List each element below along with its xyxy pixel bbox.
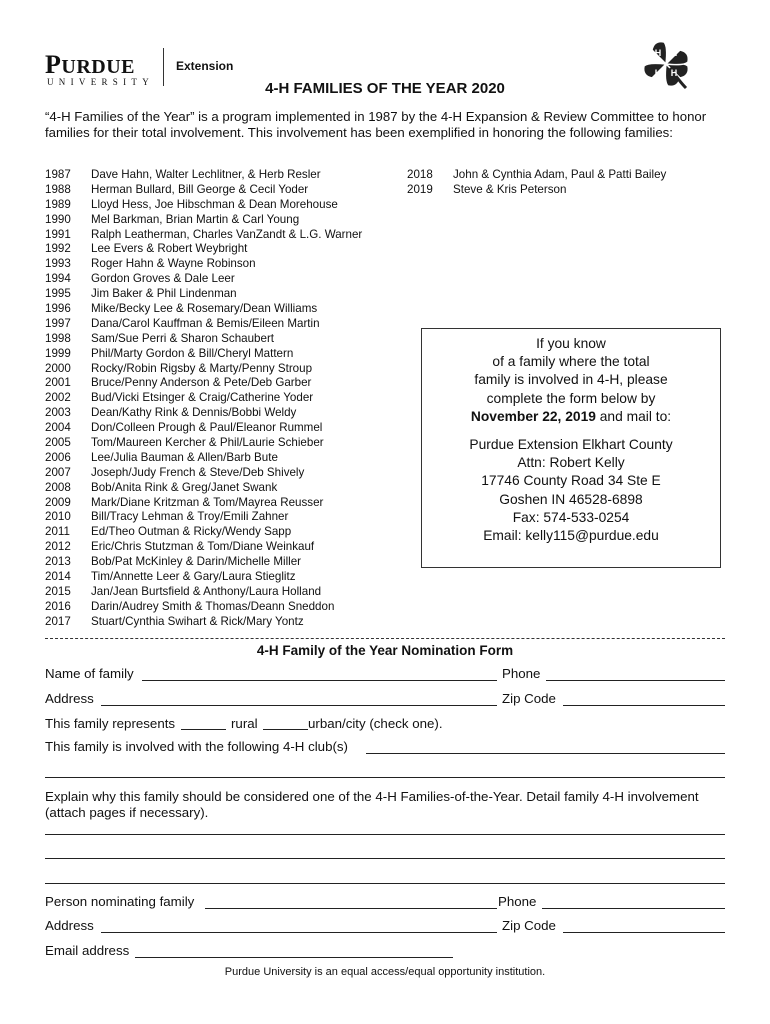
- info-line-3: family is involved in 4-H, please: [474, 372, 668, 388]
- address-field[interactable]: [101, 705, 497, 706]
- family-names: Mark/Diane Kritzman & Tom/Mayrea Reusser: [91, 495, 324, 509]
- year-label: 2010: [45, 510, 71, 524]
- page-title: 4-H FAMILIES OF THE YEAR 2020: [265, 80, 505, 97]
- family-names: Herman Bullard, Bill George & Cecil Yoder: [91, 182, 309, 196]
- address-label: Address: [45, 691, 94, 706]
- family-year-row: [45, 168, 362, 183]
- family-names: Mel Barkman, Brian Martin & Carl Young: [91, 212, 300, 226]
- family-year-row: [45, 302, 362, 317]
- year-label: 1998: [45, 331, 71, 345]
- year-label: 1990: [45, 212, 71, 226]
- year-label: 2014: [45, 570, 71, 584]
- year-label: 2017: [45, 614, 71, 628]
- family-names: Bruce/Penny Anderson & Pete/Deb Garber: [91, 376, 312, 390]
- family-year-row: [45, 540, 362, 555]
- year-label: 2019: [407, 182, 433, 196]
- family-names: Dana/Carol Kauffman & Bemis/Eileen Martin: [91, 316, 320, 330]
- address-line-2: Attn: Robert Kelly: [517, 455, 625, 471]
- family-year-row: [45, 600, 362, 615]
- logo-initial: P: [45, 50, 62, 79]
- family-names: Tom/Maureen Kercher & Phil/Laurie Schieber: [91, 436, 324, 450]
- year-label: 2009: [45, 495, 71, 509]
- explain-line-1[interactable]: [45, 834, 725, 835]
- year-label: 1989: [45, 197, 71, 211]
- family-names: Bill/Tracy Lehman & Troy/Emili Zahner: [91, 510, 289, 524]
- family-names: Lee Evers & Robert Weybright: [91, 242, 248, 256]
- family-names: Phil/Marty Gordon & Bill/Cheryl Mattern: [91, 346, 294, 360]
- family-names: Steve & Kris Peterson: [453, 182, 567, 196]
- year-label: 2016: [45, 599, 71, 613]
- address-line-1: Purdue Extension Elkhart County: [469, 437, 673, 453]
- explain-line-2[interactable]: [45, 858, 725, 859]
- family-names: Bob/Anita Rink & Greg/Janet Swank: [91, 480, 278, 494]
- family-year-row: [45, 436, 362, 451]
- year-label: 2008: [45, 480, 71, 494]
- email-address-field[interactable]: [135, 957, 453, 958]
- urban-checkbox-blank[interactable]: [263, 729, 308, 730]
- year-label: 2005: [45, 436, 71, 450]
- family-year-row: [407, 183, 666, 198]
- family-year-row: [45, 376, 362, 391]
- family-names: Bud/Vicki Etsinger & Craig/Catherine Yoder: [91, 391, 314, 405]
- family-names: Gordon Groves & Dale Leer: [91, 272, 235, 286]
- family-names: Sam/Sue Perri & Sharon Schaubert: [91, 331, 275, 345]
- family-year-row: [45, 615, 362, 630]
- families-list-right: [407, 168, 666, 198]
- year-label: 2013: [45, 555, 71, 569]
- year-label: 2002: [45, 391, 71, 405]
- family-year-row: [45, 585, 362, 600]
- family-year-row: [45, 510, 362, 525]
- person-nominating-field[interactable]: [205, 908, 497, 909]
- phone-field[interactable]: [546, 680, 725, 681]
- zip-code-field[interactable]: [563, 705, 725, 706]
- family-year-row: [45, 421, 362, 436]
- svg-text:H: H: [670, 48, 678, 58]
- svg-text:H: H: [654, 48, 662, 58]
- family-names: Dean/Kathy Rink & Dennis/Bobbi Weldy: [91, 406, 297, 420]
- logo-extension: Extension: [176, 59, 234, 73]
- zip-code-label: Zip Code: [502, 691, 556, 706]
- family-names: Joseph/Judy French & Steve/Deb Shively: [91, 465, 305, 479]
- family-year-row: [45, 347, 362, 362]
- person-nominating-label: Person nominating family: [45, 894, 195, 909]
- family-names: Jan/Jean Burtsfield & Anthony/Laura Holland: [91, 584, 322, 598]
- year-label: 2015: [45, 584, 71, 598]
- deadline-suffix: and mail to:: [595, 408, 672, 424]
- family-names: Tim/Annette Leer & Gary/Laura Stieglitz: [91, 570, 296, 584]
- family-names: Lloyd Hess, Joe Hibschman & Dean Morehouse: [91, 197, 338, 211]
- family-names: Ed/Theo Outman & Ricky/Wendy Sapp: [91, 525, 292, 539]
- year-label: 2001: [45, 376, 71, 390]
- name-of-family-label: Name of family: [45, 666, 134, 681]
- family-year-row: [45, 406, 362, 421]
- rural-checkbox-blank[interactable]: [181, 729, 226, 730]
- family-year-row: [45, 287, 362, 302]
- family-names: Bob/Pat McKinley & Darin/Michelle Miller: [91, 555, 302, 569]
- family-year-row: [45, 496, 362, 511]
- family-year-row: [45, 257, 362, 272]
- purdue-logo-wordmark: [45, 50, 135, 80]
- phone2-field[interactable]: [542, 908, 725, 909]
- explain-label: Explain why this family should be considered one of the 4-H Families-of-the-Year. Detail family 4-H involvement (attach pages if necessary).: [45, 789, 699, 820]
- family-year-row: [45, 332, 362, 347]
- year-label: 2003: [45, 406, 71, 420]
- family-year-row: [407, 168, 666, 183]
- family-year-row: [45, 481, 362, 496]
- address2-field[interactable]: [101, 932, 497, 933]
- footer-statement: Purdue University is an equal access/equal opportunity institution.: [224, 966, 546, 978]
- family-names: Rocky/Robin Rigsby & Marty/Penny Stroup: [91, 361, 313, 375]
- intro-paragraph: “4-H Families of the Year” is a program implemented in 1987 by the 4-H Expansion & Review Committee to honor families for their total involvement. This involvement has been exemplified in honoring the following families:: [45, 109, 707, 140]
- year-label: 2000: [45, 361, 71, 375]
- year-label: 1988: [45, 182, 71, 196]
- year-label: 2006: [45, 450, 71, 464]
- family-year-row: [45, 466, 362, 481]
- email-line: Email: kelly115@purdue.edu: [483, 528, 659, 544]
- family-year-row: [45, 242, 362, 257]
- family-year-row: [45, 362, 362, 377]
- form-title: 4-H Family of the Year Nomination Form: [256, 643, 514, 658]
- deadline-date: November 22, 2019: [470, 408, 596, 424]
- family-names: Jim Baker & Phil Lindenman: [91, 287, 237, 301]
- family-names: Darin/Audrey Smith & Thomas/Deann Sneddon: [91, 599, 335, 613]
- family-year-row: [45, 451, 362, 466]
- svg-text:H: H: [654, 68, 662, 78]
- address2-label: Address: [45, 918, 94, 933]
- family-year-row: [45, 570, 362, 585]
- phone2-label: Phone: [498, 894, 537, 909]
- family-names: Don/Colleen Prough & Paul/Eleanor Rummel: [91, 421, 323, 435]
- year-label: 1999: [45, 346, 71, 360]
- families-list-left: [45, 168, 362, 630]
- family-names: Dave Hahn, Walter Lechlitner, & Herb Resler: [91, 168, 321, 181]
- family-year-row: [45, 213, 362, 228]
- fax-line: Fax: 574-533-0254: [512, 509, 630, 525]
- year-label: 1992: [45, 242, 71, 256]
- family-names: Eric/Chris Stutzman & Tom/Diane Weinkauf: [91, 540, 315, 554]
- year-label: 2007: [45, 465, 71, 479]
- zip-code2-field[interactable]: [563, 932, 725, 933]
- family-year-row: [45, 391, 362, 406]
- clubs-label: This family is involved with the following 4-H club(s): [45, 739, 348, 754]
- family-year-row: [45, 198, 362, 213]
- family-names: Lee/Julia Bauman & Allen/Barb Bute: [91, 450, 278, 464]
- year-label: 2011: [45, 525, 70, 539]
- family-names: Roger Hahn & Wayne Robinson: [91, 257, 256, 271]
- logo-word-rest: URDUE: [61, 56, 136, 78]
- year-label: 1995: [45, 287, 71, 301]
- logo-subtitle: UNIVERSITY: [47, 77, 154, 87]
- phone-label: Phone: [502, 666, 541, 681]
- year-label: 2018: [407, 168, 433, 181]
- year-label: 2012: [45, 540, 71, 554]
- clubs-field[interactable]: [366, 753, 725, 754]
- year-label: 1996: [45, 302, 71, 316]
- address-line-4: Goshen IN 46528-6898: [499, 491, 643, 507]
- info-line-2: of a family where the total: [492, 354, 650, 370]
- year-label: 1993: [45, 257, 71, 271]
- year-label: 1991: [45, 227, 71, 241]
- family-year-row: [45, 317, 362, 332]
- zip-code2-label: Zip Code: [502, 918, 556, 933]
- address-line-3: 17746 County Road 34 Ste E: [481, 473, 661, 489]
- urban-label: urban/city (check one).: [308, 716, 443, 731]
- year-label: 1987: [45, 168, 71, 181]
- info-box: [421, 328, 721, 568]
- family-year-row: [45, 555, 362, 570]
- family-year-row: [45, 272, 362, 287]
- year-label: 1997: [45, 316, 71, 330]
- clubs-field-continued[interactable]: [45, 777, 725, 778]
- family-names: John & Cynthia Adam, Paul & Patti Bailey: [453, 168, 667, 181]
- family-year-row: [45, 525, 362, 540]
- family-year-row: [45, 183, 362, 198]
- email-address-label: Email address: [45, 943, 130, 958]
- info-line-4: complete the form below by: [486, 390, 656, 406]
- name-of-family-field[interactable]: [142, 680, 497, 681]
- family-names: Mike/Becky Lee & Rosemary/Dean Williams: [91, 302, 318, 316]
- family-year-row: [45, 228, 362, 243]
- explain-line-3[interactable]: [45, 883, 725, 884]
- info-line-1: If you know: [536, 336, 606, 351]
- info-deadline-line: [422, 408, 720, 426]
- year-label: 2004: [45, 421, 71, 435]
- family-names: Stuart/Cynthia Swihart & Rick/Mary Yontz: [91, 614, 304, 628]
- cut-line-divider: [45, 638, 725, 639]
- family-names: Ralph Leatherman, Charles VanZandt & L.G. Warner: [91, 227, 363, 241]
- year-label: 1994: [45, 272, 71, 286]
- represents-label: This family represents: [45, 716, 176, 731]
- rural-label: rural: [231, 716, 258, 731]
- svg-text:H: H: [670, 68, 678, 78]
